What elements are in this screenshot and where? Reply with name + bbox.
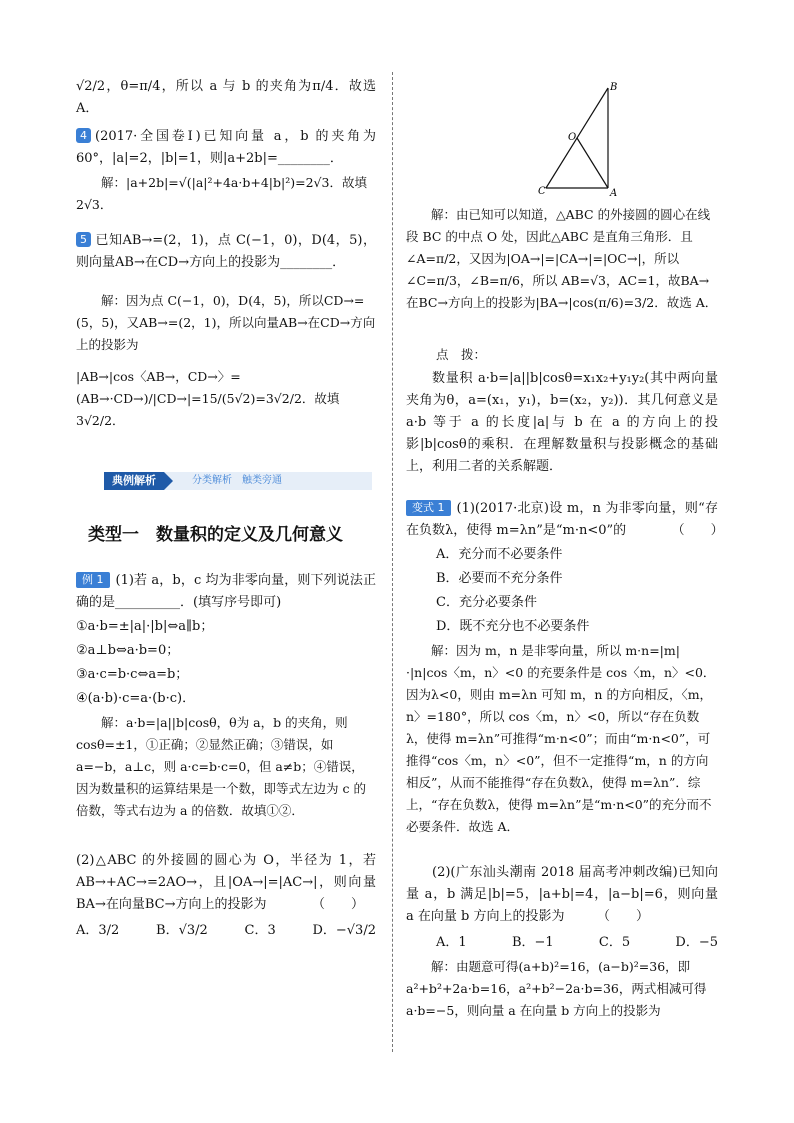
variant-tag: 变式 1 xyxy=(406,500,451,516)
option-b: B．−1 xyxy=(511,935,554,950)
example-1-item: ②a⊥b⇔a·b=0； xyxy=(76,643,180,658)
option-c: C．5 xyxy=(598,935,631,950)
variant-2-options xyxy=(406,930,718,956)
option-d: D．−√3/2 xyxy=(312,923,376,938)
right-column xyxy=(406,204,724,1022)
variant-option-c: C．充分必要条件 xyxy=(436,595,537,610)
example-1-part-2-solution: 解：由已知可以知道，△ABC 的外接圆的圆心在线段 BC 的中点 O 处，因此△ABC 是直角三角形．且∠A=π/2，又因为|OA→|=|CA→|=|OC→|，所以∠C=π/3，∠B=π/6，所以 AB=√3，AC=1，故BA→在BC→方向上的投影为|BA→|cos(π/6)=3/2．故选 A． xyxy=(406,207,718,310)
section-banner xyxy=(104,472,372,490)
variant-option-b: B．必要而不充分条件 xyxy=(436,571,563,586)
variant-1-stem: (1)(2017·北京)设 m，n 为非零向量，则“存在负数λ，使得 m=λn”是“m·n<0”的 （ ） xyxy=(406,501,724,538)
option-c: C．3 xyxy=(244,923,276,938)
question-5-stem: 已知AB→=(2，1)，点 C(−1，0)，D(4，5)，则向量AB→在CD→方向上的投影为________． xyxy=(76,233,376,270)
column-divider xyxy=(392,72,393,1052)
question-5-solution: 解：因为点 C(−1，0)，D(4，5)，所以CD→=(5，5)，又AB→=(2，1)，所以向量AB→在CD→方向上的投影为 xyxy=(76,293,376,352)
section-title: 类型一 数量积的定义及几何意义 xyxy=(88,525,343,545)
example-1-item: ①a·b=±|a|·|b|⇔a∥b； xyxy=(76,619,214,634)
variant-option-a: A．充分而不必要条件 xyxy=(436,547,563,562)
tip-text: 数量积 a·b=|a||b|cosθ=x₁x₂+y₁y₂(其中两向量夹角为θ，a=(x₁，y₁)，b=(x₂，y₂))．其几何意义是 a·b 等于 a 的长度|a|与 b 在 a 的方向上的投影|b|cosθ的乘积．在理解数量积与投影概念的基础上，利用二者的关系解题． xyxy=(406,371,718,474)
figure-label-c: C xyxy=(538,186,546,197)
example-1-item: ④(a·b)·c=a·(b·c)． xyxy=(76,691,196,706)
triangle-figure xyxy=(536,80,626,200)
question-number-badge: 5 xyxy=(76,232,91,247)
question-4 xyxy=(76,126,376,170)
left-column xyxy=(76,70,376,432)
option-a: A．3/2 xyxy=(76,923,120,938)
banner-subtitle: 分类解析 触类旁通 xyxy=(192,475,282,486)
option-a: A．1 xyxy=(436,935,467,950)
figure-label-b: B xyxy=(610,82,618,93)
option-d: D．−5 xyxy=(675,935,718,950)
question-5 xyxy=(76,230,376,274)
variant-1-part-2: (2)(广东汕头潮南 2018 届高考冲刺改编)已知向量 a，b 满足|b|=5，|a+b|=4，|a−b|=6，则向量 a 在向量 b 方向上的投影为 （ ） xyxy=(406,865,718,924)
example-1-text: (1)若 a，b，c 均为非零向量，则下列说法正确的是__________．(填写序号即可) xyxy=(76,573,376,610)
prev-answer-line: √2/2，θ=π/4，所以 a 与 b 的夹角为π/4．故选 A． xyxy=(76,79,376,116)
question-4-stem: (2017·全国卷Ⅰ)已知向量 a，b 的夹角为 60°，|a|=2，|b|=1，则|a+2b|=________． xyxy=(76,129,376,166)
variant-2-solution: 解：由题意可得(a+b)²=16，(a−b)²=36，即 a²+b²+2a·b=16，a²+b²−2a·b=36，两式相减可得 a·b=−5，则向量 a 在向量 b 方向上的投影为 xyxy=(406,959,707,1018)
example-1-solution: 解：a·b=|a||b|cosθ，θ为 a，b 的夹角，则 cosθ=±1，①正确；②显然正确；③错误，如 a=−b，a⊥c，则 a·c=b·c=0，但 a≠b；④错误，因为数量积的运算结果是一个数，即等式左边为 c 的倍数，等式右边为 a 的倍数．故填①②． xyxy=(76,715,366,818)
tip-title: 点 拨： xyxy=(436,347,487,362)
example-tag: 例 1 xyxy=(76,572,110,588)
variant-1 xyxy=(406,498,724,542)
option-b: B．√3/2 xyxy=(156,923,208,938)
question-4-solution: 解：|a+2b|=√(|a|²+4a·b+4|b|²)=2√3．故填 2√3． xyxy=(76,175,367,212)
figure-label-o: O xyxy=(568,132,577,143)
variant-option-d: D．既不充分也不必要条件 xyxy=(436,619,590,634)
variant-1-solution: 解：因为 m，n 是非零向量，所以 m·n=|m|·|n|cos〈m，n〉<0 的充要条件是 cos〈m，n〉<0．因为λ<0，则由 m=λn 可知 m，n 的方向相反，〈m，n〉=180°，所以 cos〈m，n〉<0，所以“存在负数λ，使得 m=λn”可推得“m·n<0”；而由“m·n<0”，可推得“cos〈m，n〉<0”，但不一定推得“m，n 的方向相反”，从而不能推得“存在负数λ，使得 m=λn”．综上，“存在负数λ，使得 m=λn”是“m·n<0”的充分而不必要条件．故选 A． xyxy=(406,643,716,834)
example-1 xyxy=(76,570,376,944)
example-1-options xyxy=(76,918,376,944)
example-1-item: ③a·c=b·c⇔a=b； xyxy=(76,667,189,682)
question-5-solution-formula: |AB→|cos〈AB→，CD→〉=(AB→·CD→)/|CD→|=15/(5√2)=3√2/2．故填 3√2/2． xyxy=(76,369,340,428)
example-1-part-2: (2)△ABC 的外接圆的圆心为 O，半径为 1，若AB→+AC→=2AO→，且|OA→|=|AC→|，则向量BA→在向量BC→方向上的投影为 （ ） xyxy=(76,853,376,912)
example-1-stem xyxy=(76,570,376,614)
question-number-badge: 4 xyxy=(76,128,91,143)
banner-label: 典例解析 xyxy=(104,472,164,490)
figure-label-a: A xyxy=(610,188,618,199)
